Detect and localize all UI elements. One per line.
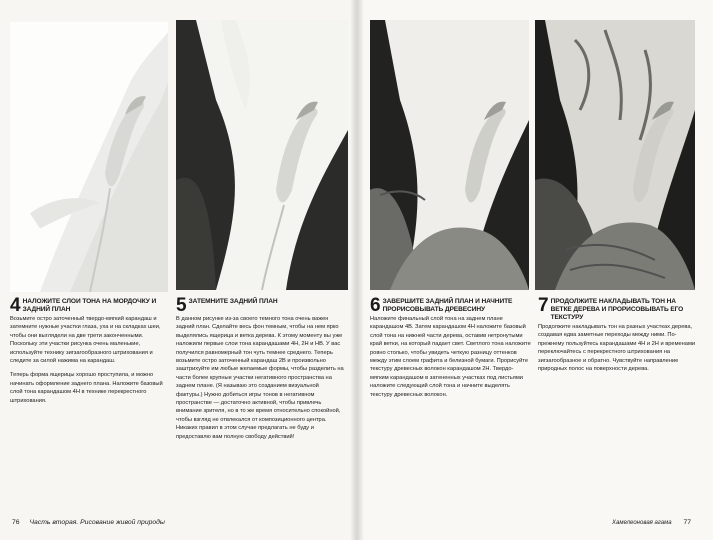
step-number: 6	[370, 295, 381, 316]
step-paragraph: Теперь форма ящерицы хорошо проступила, и можно начинать оформление заднего плана. Наложите базовый слой тона карандашом 4H в технике перекрестного штрихования.	[10, 372, 163, 404]
illustration-step-5	[176, 20, 348, 290]
chapter-title: Хамелеоновая агама	[612, 520, 672, 526]
step-6	[370, 295, 532, 399]
page-number-right: 77	[683, 519, 691, 526]
illustration-step-4	[10, 22, 168, 292]
step-title: ПРОДОЛЖИТЕ НАКЛАДЫВАТЬ ТОН НА ВЕТКЕ ДЕРЕВА И ПРОРИСОВЫВАТЬ ЕГО ТЕКСТУРУ	[550, 298, 684, 321]
step-paragraph: В данном рисунке из-за своего темного тона очень важен задний план. Сделайте весь фон темным, чтобы на нем ярко выделялись ящерица и ветка дерева. К этому моменту вы уже наложили первые слои тона карандашами 4H, 2H и HB. У вас получился равномерный тон чуть темнее среднего. Теперь возьмите остро заточенный карандаш 2B и произвольно заштрихуйте им любые желаемые формы, чтобы разделить на части более крупные участки негативного пространства на заднем плане. (Я называю это созданием визуальной фактуры.) Нужно добиться игры тонов в негативном пространстве — достаточно активной, чтобы привлечь внимание зрителя, но в то же время относительно спокойной, чтобы взгляд не отвлекался от композиционного центра. Никаких правил в этом случае предлагать не буду и предоставлю вам полную свободу действий!	[176, 316, 344, 440]
right-footer	[612, 519, 691, 526]
illustration-step-6	[370, 20, 529, 290]
book-gutter	[350, 0, 364, 540]
illustration-step-7	[535, 20, 695, 290]
step-title: ЗАТЕМНИТЕ ЗАДНИЙ ПЛАН	[188, 298, 278, 305]
step-number: 5	[176, 295, 187, 316]
step-5	[176, 295, 346, 441]
sketch-wood-textured	[535, 20, 695, 290]
step-number: 4	[10, 295, 21, 316]
step-7	[538, 295, 698, 373]
page-number-left: 76	[12, 519, 20, 526]
sketch-dark-background	[176, 20, 348, 290]
left-footer	[12, 519, 165, 526]
section-title: Часть вторая. Рисование живой природы	[29, 519, 165, 526]
step-paragraph: Наложите финальный слой тона на заднем плане карандашом 4B. Затем карандашом 4H наложите базовый слой тона на нижней части дерева, оставив нетронутыми край ветки, на который падает свет. Светлого тона наложите ровно столько, чтобы увидеть четкую разницу оттенков между этим слоем графита и белизной бумаги. Прорисуйте текстуру древесных волокон карандашом 2H. Твердо-мягким карандашом в затененных участках под листьями наложите следующий слой тона и начните выделять текстуру древесных волокон.	[370, 316, 531, 398]
step-title: ЗАВЕРШИТЕ ЗАДНИЙ ПЛАН И НАЧНИТЕ ПРОРИСОВЫВАТЬ ДРЕВЕСИНУ	[382, 298, 513, 313]
sketch-wood-started	[370, 20, 529, 290]
step-paragraph: Возьмите остро заточенный твердо-мягкий карандаш и затемните нужные участки глаза, уха и на складках шеи, чтобы они выглядели на две трети законченными. Поскольку эти участки рисунка очень маленькие, используйте технику зигзагообразного штрихования и следите за силой нажима на карандаш.	[10, 316, 161, 365]
step-title: НАЛОЖИТЕ СЛОИ ТОНА НА МОРДОЧКУ И ЗАДНИЙ ПЛАН	[22, 298, 157, 313]
step-number: 7	[538, 295, 549, 316]
step-4	[10, 295, 168, 405]
step-paragraph: Продолжите накладывать тон на разных участках дерева, создавая едва заметные переходы между ними. По-прежнему пользуйтесь карандашами 4H и 2H и временами переключайтесь с перекрестного штрихования на зигзагообразное и обратно. Чувствуйте направление природных полос на поверхности дерева.	[538, 324, 696, 373]
sketch-lizard-light	[10, 22, 168, 292]
